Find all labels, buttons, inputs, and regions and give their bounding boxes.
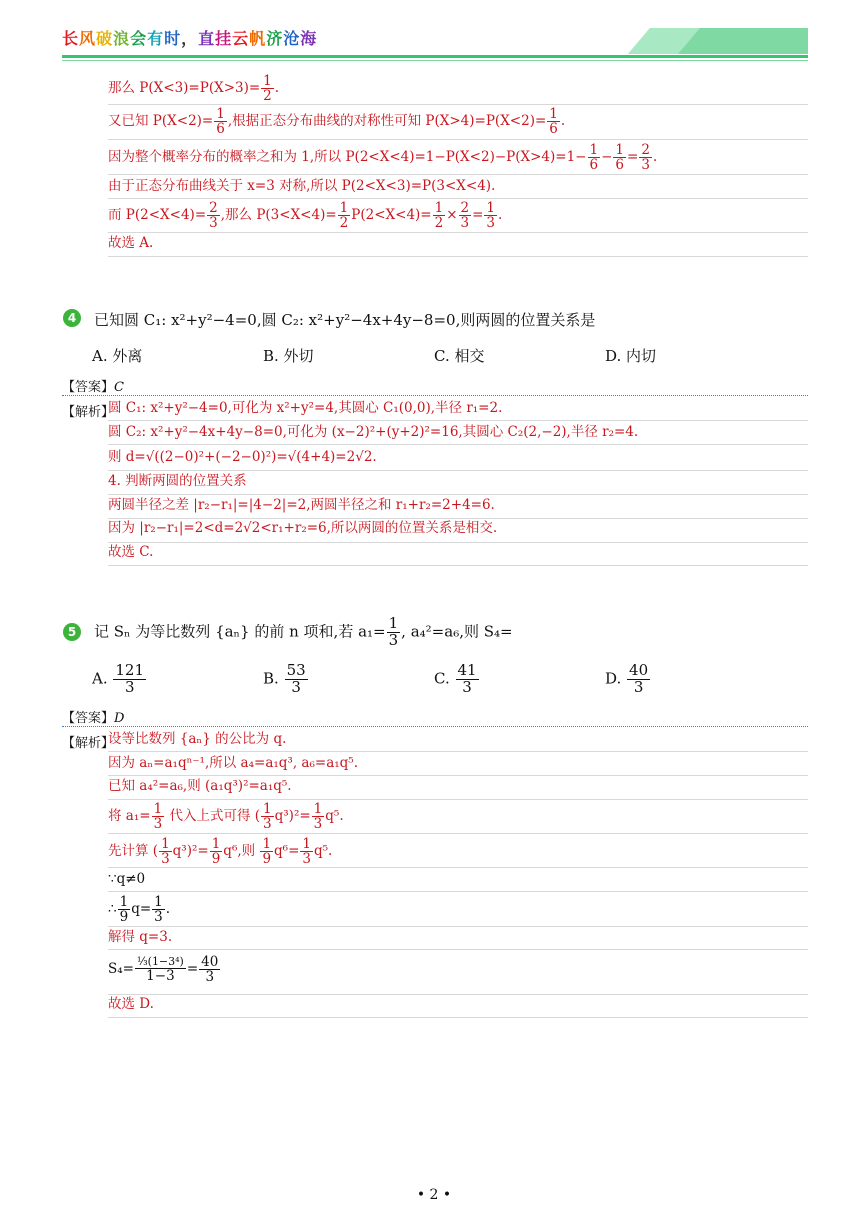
q3-line-1: 那么 P(X<3)=P(X>3)= $\frac{1}{2}$ . — [108, 73, 280, 105]
q5-stem: 记 Sₙ 为等比数列 {aₙ} 的前 n 项和,若 a₁= $\frac{1}{3}$ , a₄²=a₆,则 S₄= — [94, 614, 513, 649]
q4-option-b: B. 外切 — [263, 347, 314, 365]
q4-option-a: A. 外离 — [92, 347, 143, 365]
answer-label: 【答案】 — [62, 380, 115, 395]
q4-step-4: 4. 判断两圆的位置关系 — [108, 473, 247, 489]
q5-step-1: 设等比数列 {aₙ} 的公比为 q. — [108, 731, 287, 747]
q5-answer-row — [62, 707, 124, 726]
q5-step-5: 先计算 ( $\frac{1}{3}$ q³)²= $\frac{1}{9}$ q⁶,则 $\frac{1}{9}$ q⁶= $\frac{1}{3}$ q⁵. — [108, 836, 333, 868]
q3-conclusion: 故选 A. — [108, 235, 154, 251]
q4-step-6: 因为 |r₂−r₁|=2<d=2√2<r₁+r₂=6,所以两圆的位置关系是相交. — [108, 520, 498, 536]
page-number: • 2 • — [416, 1187, 452, 1203]
q5-step-8: 解得 q=3. — [108, 929, 173, 945]
q4-answer-row — [62, 376, 124, 395]
q5-analysis-label: 【解析】 — [62, 736, 115, 751]
motto-char: 沧 — [283, 29, 301, 48]
motto-char: 长 — [62, 29, 80, 48]
q5-step-2: 因为 aₙ=a₁qⁿ⁻¹,所以 a₄=a₁q³, a₆=a₁q⁵. — [108, 755, 359, 771]
motto-char: 时 — [164, 29, 182, 48]
q3-line-3: 因为整个概率分布的概率之和为 1,所以 P(2<X<4)=1−P(X<2)−P(X>4)=1− $\frac{1}{6}$ − $\frac{1}{6}$ = $\frac{2}{3}$ . — [108, 142, 658, 174]
q4-conclusion: 故选 C. — [108, 544, 154, 560]
q4-stem: 已知圆 C₁: x²+y²−4=0,圆 C₂: x²+y²−4x+4y−8=0,则两圆的位置关系是 — [94, 311, 596, 329]
q5-option-d: D. $\frac{40}{3}$ — [605, 661, 649, 696]
motto-char: 海 — [300, 29, 318, 48]
q4-answer-value: C — [114, 380, 124, 395]
q5-step-4: 将 a₁= $\frac{1}{3}$ 代入上式可得 ( $\frac{1}{3}$ q³)²= $\frac{1}{3}$ q⁵. — [108, 801, 344, 833]
motto-char: 有 — [147, 29, 165, 48]
q5-option-b: B. $\frac{53}{3}$ — [263, 661, 306, 696]
q4-option-c: C. 相交 — [434, 347, 485, 365]
q4-step-5: 两圆半径之差 |r₂−r₁|=|4−2|=2,两圆半径之和 r₁+r₂=2+4=6. — [108, 497, 495, 513]
q4-step-2: 圆 C₂: x²+y²−4x+4y−8=0,可化为 (x−2)²+(y+2)²=16,其圆心 C₂(2,−2),半径 r₂=4. — [108, 424, 639, 440]
q3-line-4: 由于正态分布曲线关于 x=3 对称,所以 P(2<X<3)=P(3<X<4). — [108, 178, 496, 194]
motto-char: 帆 — [249, 29, 267, 48]
q4-step-3: 则 d=√((2−0)²+(−2−0)²)=√(4+4)=2√2. — [108, 449, 377, 465]
answer-label: 【答案】 — [62, 711, 115, 726]
motto-char: 云 — [232, 29, 250, 48]
q5-option-c: C. $\frac{41}{3}$ — [434, 661, 477, 696]
q4-option-d: D. 内切 — [605, 347, 657, 365]
q3-line-5: 而 P(2<X<4)= $\frac{2}{3}$ ,那么 P(3<X<4)= $\frac{1}{2}$ P(2<X<4)= $\frac{1}{2}$ × $\frac{2}{3}$ = $\frac{1}{3}$ . — [108, 200, 503, 232]
q5-answer-value: D — [114, 711, 125, 726]
question-number-4: 4 — [63, 309, 81, 327]
q5-option-a: A. $\frac{121}{3}$ — [92, 661, 145, 696]
motto-char: 浪 — [113, 29, 131, 48]
motto-char: 济 — [266, 29, 284, 48]
q5-conclusion: 故选 D. — [108, 996, 154, 1012]
q4-analysis-label: 【解析】 — [62, 405, 115, 420]
q5-step-6: ∵q≠0 — [108, 871, 146, 887]
motto-char: 直 — [198, 29, 216, 48]
motto-char: 挂 — [215, 29, 233, 48]
question-number-5: 5 — [63, 623, 81, 641]
q3-line-2: 又已知 P(X<2)= $\frac{1}{6}$ ,根据正态分布曲线的对称性可知 P(X>4)=P(X<2)= $\frac{1}{6}$ . — [108, 106, 566, 138]
q5-step-7: ∴ $\frac{1}{9}$ q= $\frac{1}{3}$ . — [108, 894, 171, 926]
q4-step-1: 圆 C₁: x²+y²−4=0,可化为 x²+y²=4,其圆心 C₁(0,0),半径 r₁=2. — [108, 400, 503, 416]
q5-step-3: 已知 a₄²=a₆,则 (a₁q³)²=a₁q⁵. — [108, 778, 292, 794]
q5-step-9: S₄= $\frac{\text{⅓(1−3⁴)}}{1-3}$ = $\frac{40}{3}$ — [108, 954, 219, 986]
header-motto — [62, 26, 317, 49]
motto-char: 会 — [130, 29, 148, 48]
motto-char: 风 — [79, 29, 97, 48]
motto-char: 破 — [96, 29, 114, 48]
motto-char: ， — [181, 29, 199, 48]
